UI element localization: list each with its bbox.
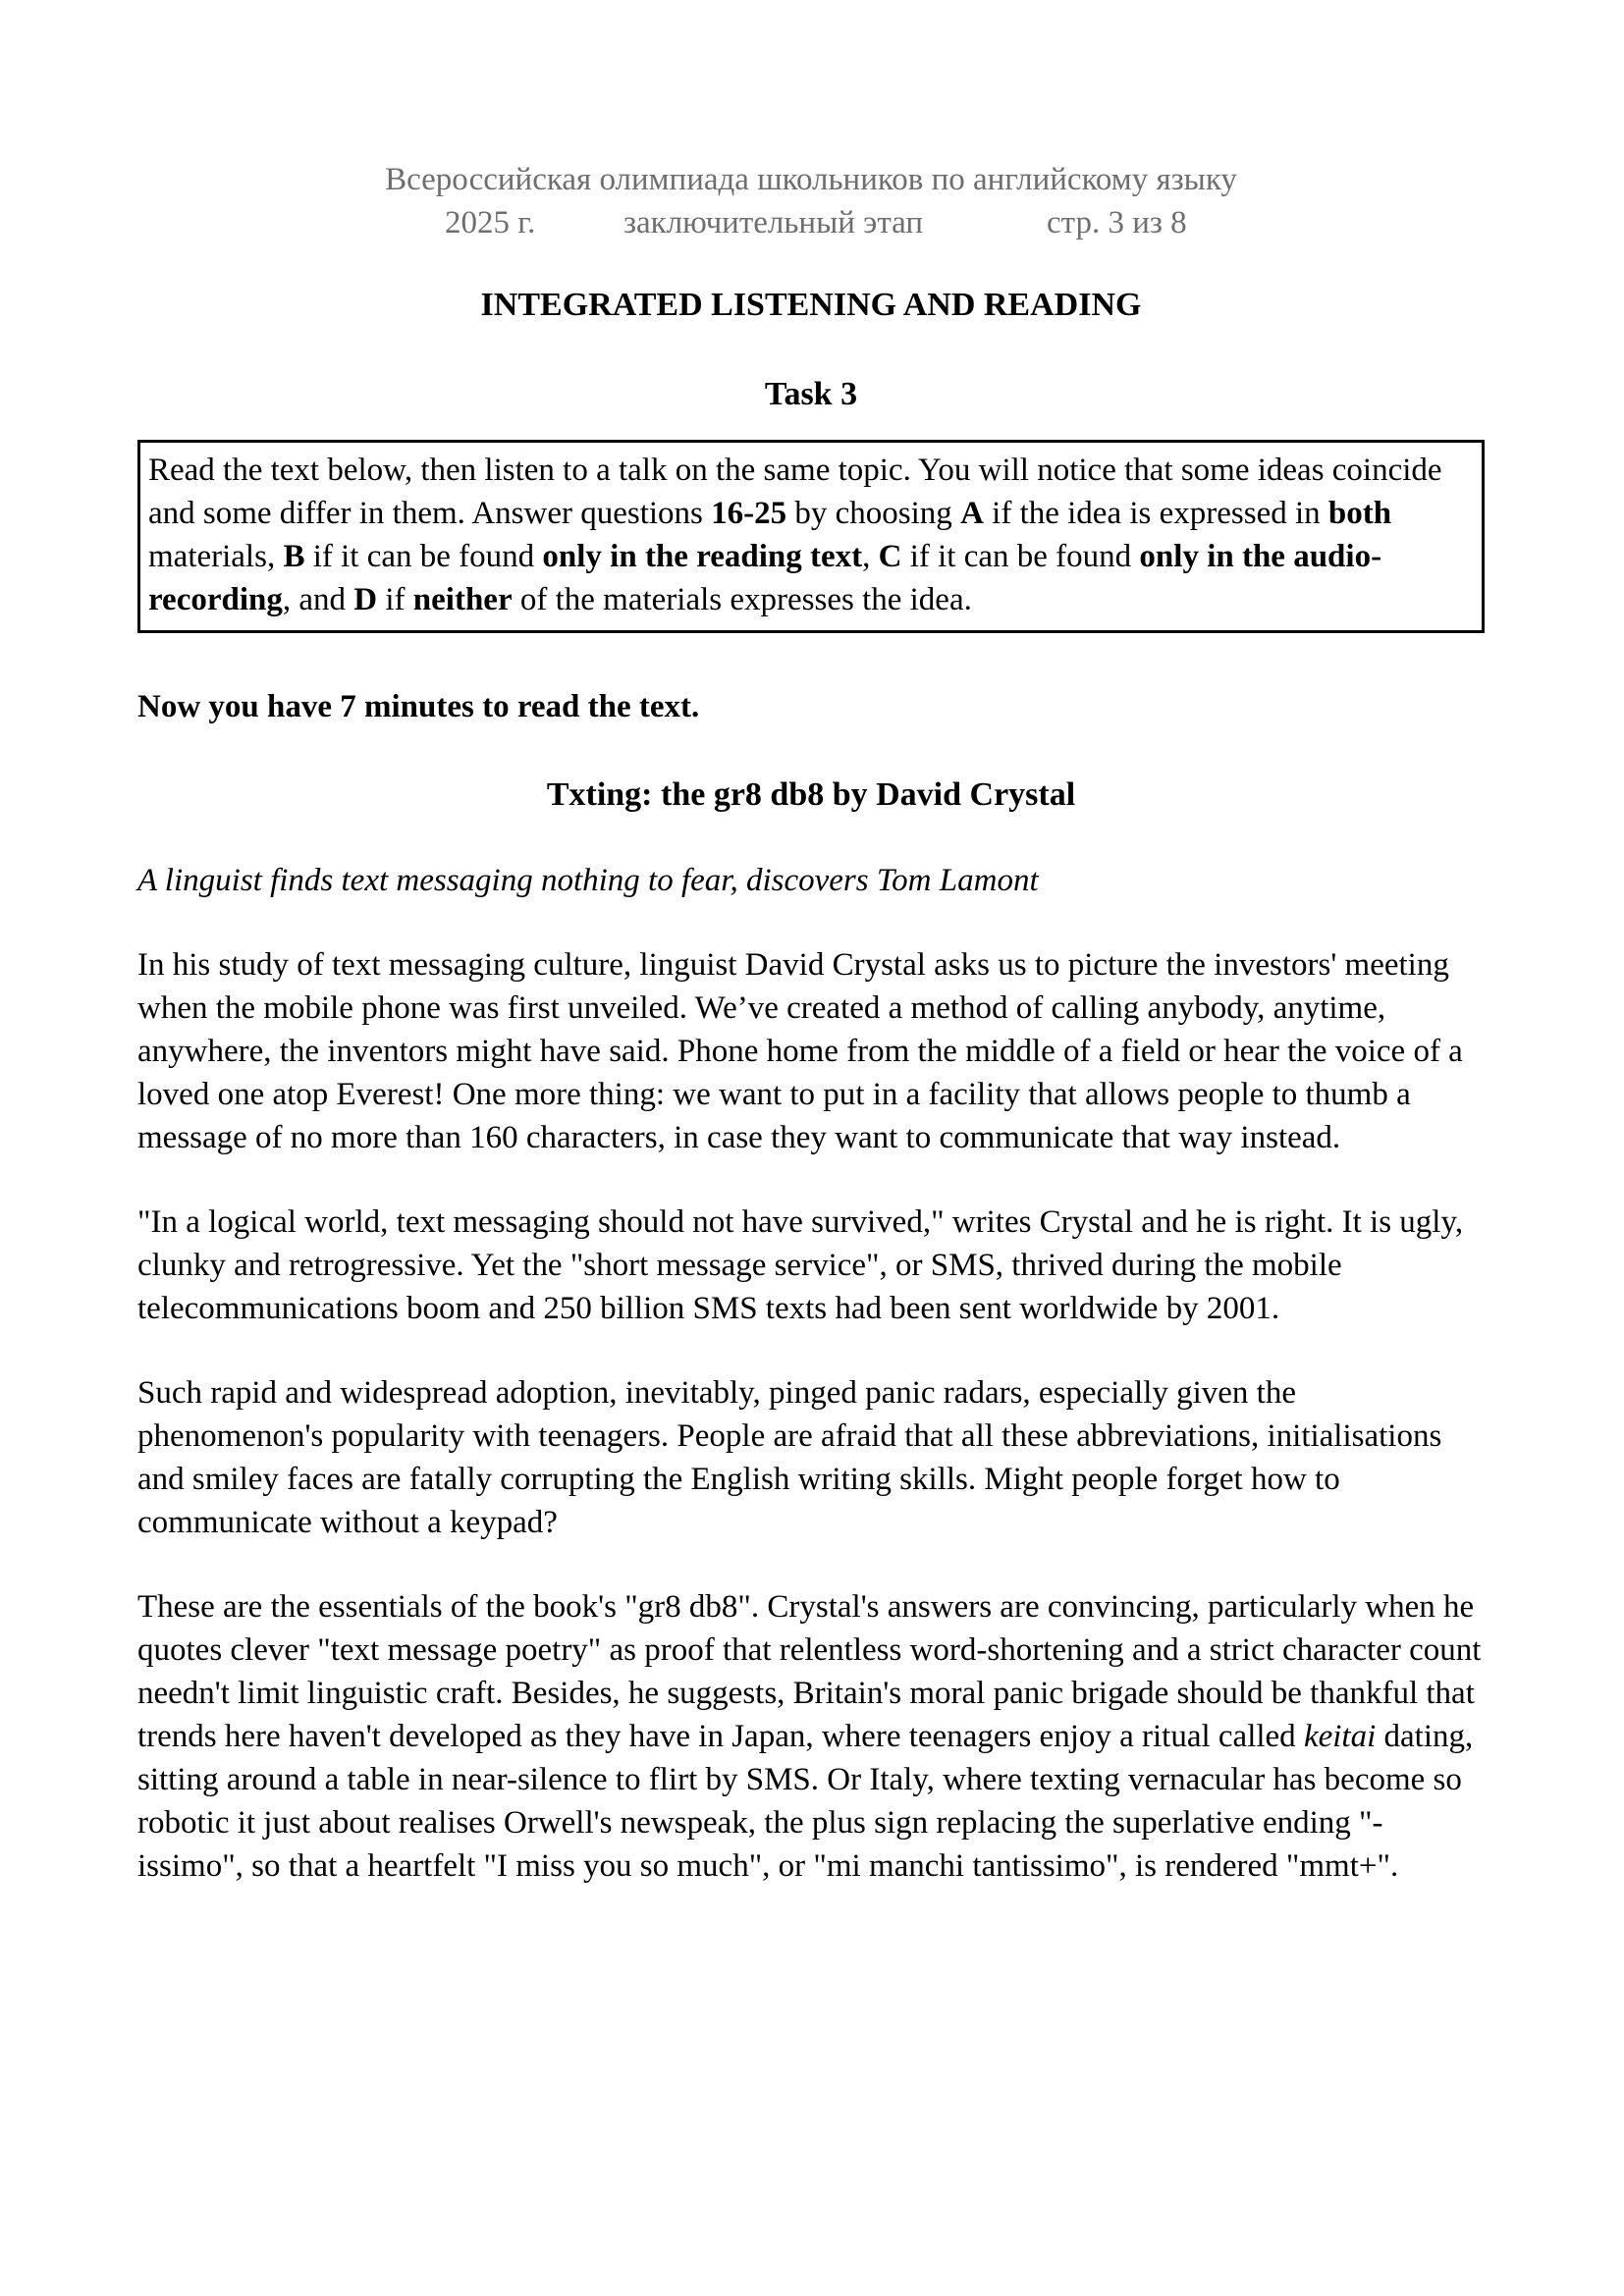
section-title: INTEGRATED LISTENING AND READING — [480, 287, 1142, 323]
task-title: Task 3 — [764, 376, 858, 412]
page-number-label: стр. 3 из 8 — [1047, 205, 1187, 240]
olympiad-title: Всероссийская олимпиада школьников по английскому языку — [385, 162, 1237, 197]
byline: A linguist finds text messaging nothing to fear, discovers Tom Lamont — [137, 863, 1039, 898]
reading-time-note: Now you have 7 minutes to read the text. — [137, 689, 700, 724]
paragraph-2: "In a logical world, text messaging should not have survived," writes Crystal and he is right. It is ugly, clunky and retrogressive. Yet the "short message service", or SMS, thrived during the mobile telecommunications boom and 250 billion SMS texts had been sent worldwide by 2001. — [137, 1204, 1464, 1326]
paragraph-3: Such rapid and widespread adoption, inevitably, pinged panic radars, especially given the phenomenon's popularity with teenagers. People are afraid that all these abbreviations, initialisations and smiley faces are fatally corrupting the English writing skills. Might people forget how to communicate without a keypad? — [137, 1375, 1442, 1540]
stage-label: заключительный этап — [623, 205, 924, 240]
reading-text — [137, 943, 1485, 1888]
instructions-box — [137, 440, 1485, 633]
page-header — [137, 158, 1485, 244]
year-label: 2025 г. — [445, 205, 536, 240]
paragraph-4: These are the essentials of the book's "gr8 db8". Crystal's answers are convincing, particularly when he quotes clever "text message poetry" as proof that relentless word-shortening and a strict character count needn't limit linguistic craft. Besides, he suggests, Britain's moral panic brigade should be thankful that trends here haven't developed as they have in Japan, where teenagers enjoy a ritual called keitai dating, sitting around a table in near-silence to flirt by SMS. Or Italy, where texting vernacular has become so robotic it just about realises Orwell's newspeak, the plus sign replacing the superlative ending "-issimo", so that a heartfelt "I miss you so much", or "mi manchi tantissimo", is rendered "mmt+". — [137, 1589, 1482, 1884]
paragraph-1: In his study of text messaging culture, linguist David Crystal asks us to picture the investors' meeting when the mobile phone was first unveiled. We’ve created a method of calling anybody, anytime, anywhere, the inventors might have said. Phone home from the middle of a field or hear the voice of a loved one atop Everest! One more thing: we want to put in a facility that allows people to thumb a message of no more than 160 characters, in case they want to communicate that way instead. — [137, 947, 1463, 1155]
reading-text-title: Txting: the gr8 db8 by David Crystal — [546, 776, 1076, 813]
header-meta-row — [137, 201, 1485, 244]
instructions-text: Read the text below, then listen to a talk on the same topic. You will notice that some ideas coincide and some differ in them. Answer questions 16-25 by choosing A if the idea is expressed in both materials, B if it can be found only in the reading text, C if it can be found only in the audio-recording, and D if neither of the materials expresses the idea. — [148, 453, 1442, 617]
